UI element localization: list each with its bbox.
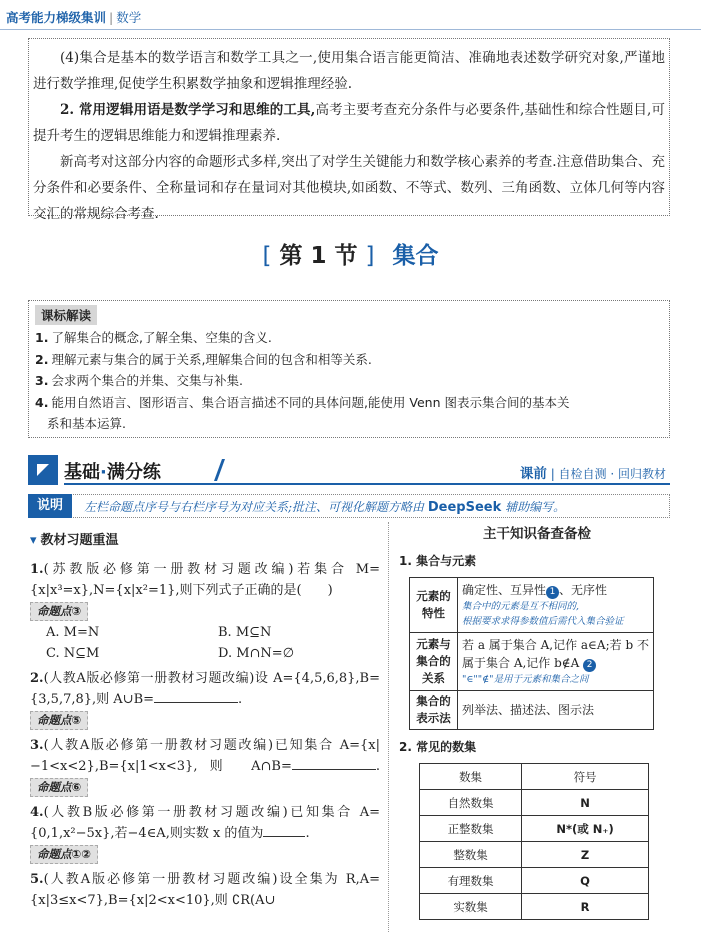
book-title: 高考能力梯级集训 | 数学 — [6, 10, 142, 25]
handwritten-note: "∈""∉"是用于元素和集合之间 — [462, 674, 589, 685]
list-item: 3. 会求两个集合的并集、交集与补集. — [35, 373, 243, 388]
table-row: 正整数集 N*(或 N₊) — [420, 816, 649, 842]
curriculum-standards-box — [28, 300, 670, 438]
column-header: 符号 — [522, 764, 649, 790]
row-content: 列举法、描述法、图示法 — [458, 691, 654, 730]
option-d: D. M∩N=∅ — [218, 646, 295, 661]
set-element-table — [409, 577, 654, 730]
row-header: 元素的特性 — [410, 578, 458, 633]
answer-blank — [292, 756, 376, 770]
knowledge-subheading-2: 2. 常见的数集 — [399, 740, 477, 754]
list-item: 2. 理解元素与集合的属于关系,理解集合间的包含和相等关系. — [35, 351, 372, 367]
row-header: 元素与集合的关系 — [410, 633, 458, 691]
note-text: 左栏命题点序号与右栏序号为对应关系;批注、可视化解题方略由 DeepSeek 辅助编写。 — [84, 500, 566, 515]
knowledge-title: 主干知识备查备检 — [483, 526, 591, 542]
note-bar — [28, 494, 670, 518]
page-header — [0, 0, 701, 32]
table-row: 自然数集 N — [420, 790, 649, 816]
section-name: 集合 — [392, 243, 439, 269]
answer-blank — [263, 823, 305, 837]
handwritten-note: 根据要求求得参数值后需代入集合验证 — [462, 616, 624, 627]
table-row: 有理数集 Q — [420, 868, 649, 894]
note-badge: 2 — [583, 659, 596, 672]
question-1-options — [30, 622, 380, 664]
question-4: 4.(人教B版必修第一册教材习题改编)已知集合 A={0,1,x²−5x},若−4∈A,则实数 x 的值为 . 命题点①② — [30, 802, 380, 865]
row-content: 若 a 属于集合 A,记作 a∈A;若 b 不属于集合 A,记作 b∉A 2 "∈""∉"是用于元素和集合之间 — [458, 633, 654, 691]
exercise-heading: ▾ 教材习题重温 — [30, 533, 119, 548]
intro-paragraph-2: 2. 常用逻辑用语是数学学习和思维的工具,高考主要考查充分条件与必要条件,基础性和综合性题目,可提升考生的逻辑思维能力和逻辑推理素养. — [33, 102, 665, 144]
heading-marker-icon: ▾ — [30, 533, 37, 548]
table-row: 实数集 R — [420, 894, 649, 920]
header-rule — [0, 29, 701, 30]
flag-icon — [28, 455, 58, 485]
table-row — [410, 691, 654, 730]
note-badge: 1 — [546, 586, 559, 599]
topic-tag: 命题点⑤ — [30, 711, 88, 730]
knowledge-column — [397, 522, 677, 920]
table-header-row — [420, 764, 649, 790]
question-5: 5.(人教A版必修第一册教材习题改编)设全集为 R,A={x|3≤x<7},B={x|2<x<10},则 ∁R(A∪ — [30, 872, 380, 908]
subject-label: 数学 — [116, 10, 142, 25]
answer-blank — [154, 689, 238, 703]
question-1: 1.(苏教版必修第一册教材习题改编)若集合 M={x|x³=x},N={x|x²=1},则下列式子正确的是( ) 命题点③ A. M=N B. M⊆N C. N⊆M D. M∩N=∅ — [30, 559, 380, 664]
topic-tag: 命题点③ — [30, 602, 88, 621]
exercise-column — [30, 530, 380, 915]
number-set-table — [419, 763, 649, 920]
banner-rule — [64, 483, 670, 485]
standards-tag: 课标解读 — [35, 305, 97, 325]
option-c: C. N⊆M — [46, 646, 100, 661]
note-label: 说明 — [28, 494, 72, 518]
intro-box — [28, 38, 670, 222]
option-b: B. M⊆N — [218, 625, 272, 640]
table-row: 整数集 Z — [420, 842, 649, 868]
intro-paragraph-3: 新高考对这部分内容的命题形式多样,突出了对学生关键能力和数学核心素养的考查.注意借助集合、充分条件和必要条件、全称量词和存在量词对其他模块,如函数、不等式、数列、三角函数、立体几何等内容交汇的常规综合考查. — [33, 154, 665, 222]
banner-right-label: 课前 | 自检自测 · 回归教材 — [519, 466, 666, 482]
question-2: 2.(人教A版必修第一册教材习题改编)设 A={4,5,6,8},B={3,5,7,8},则 A∪B= . 命题点⑤ — [30, 668, 380, 731]
topic-tag: 命题点①② — [30, 845, 98, 864]
section-number: 第 1 节 — [279, 243, 358, 269]
table-row — [410, 578, 654, 633]
section-title: [ 第 1 节 ] 集合 — [262, 243, 439, 269]
knowledge-subheading-1: 1. 集合与元素 — [399, 554, 477, 568]
banner-title: 基础·满分练 — [64, 462, 161, 483]
intro-paragraph-1: (4)集合是基本的数学语言和数学工具之一,使用集合语言能更简洁、准确地表述数学研究对象,严谨地进行数学推理,促使学生积累数学抽象和逻辑推理经验. — [33, 50, 665, 92]
topic-tag: 命题点⑥ — [30, 778, 88, 797]
standards-list — [35, 327, 663, 435]
list-item: 4. 能用自然语言、图形语言、集合语言描述不同的具体问题,能使用 Venn 图表示集合间的基本关 系和基本运算. — [35, 394, 570, 431]
row-content: 确定性、互异性 1 、无序性 集合中的元素是互不相同的, 根据要求求得参数值后需代入集合验证 — [458, 578, 654, 633]
row-header: 集合的表示法 — [410, 691, 458, 730]
handwritten-note: 集合中的元素是互不相同的, — [462, 601, 580, 612]
column-header: 数集 — [420, 764, 522, 790]
column-divider — [388, 522, 389, 932]
practice-banner — [28, 455, 670, 485]
list-item: 1. 了解集合的概念,了解全集、空集的含义. — [35, 330, 272, 345]
question-3: 3.(人教A版必修第一册教材习题改编)已知集合 A={x|−1<x<2},B={x|1<x<3},则 A∩B= . 命题点⑥ — [30, 735, 380, 798]
table-row — [410, 633, 654, 691]
banner-slash — [214, 459, 242, 481]
option-a: A. M=N — [46, 625, 100, 640]
